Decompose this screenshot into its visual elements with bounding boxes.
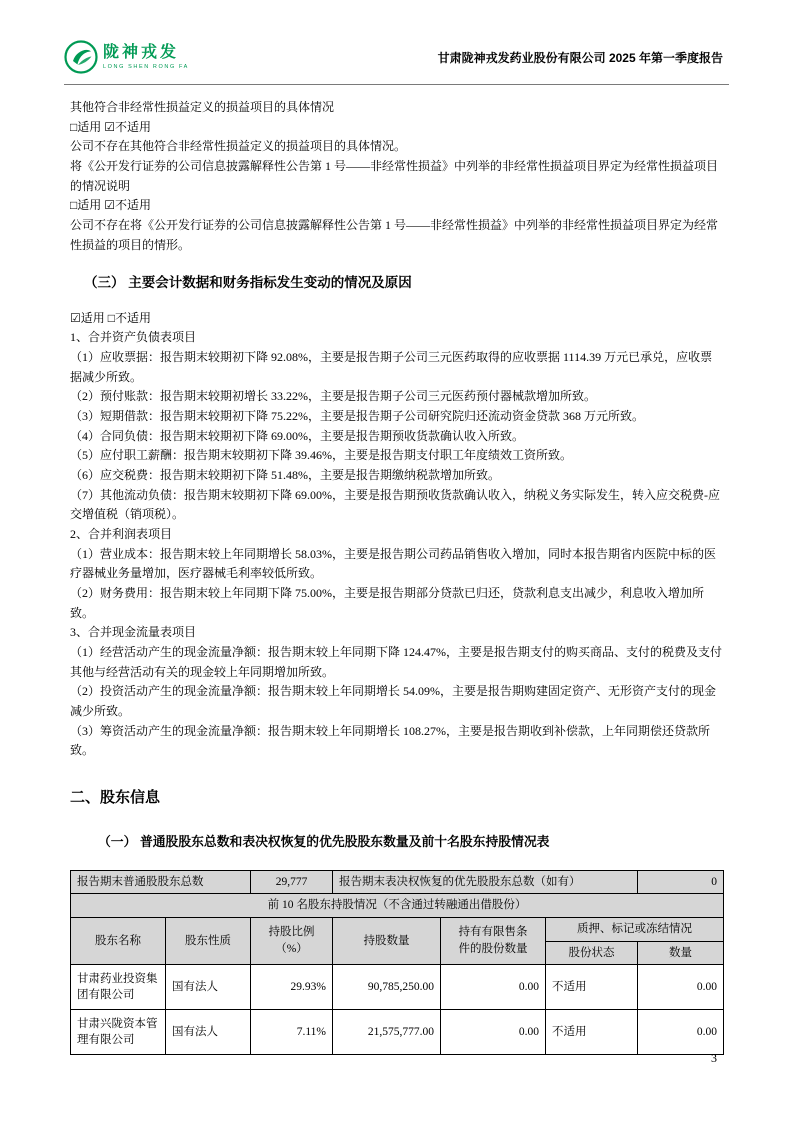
paragraph: （3）短期借款：报告期末较期初下降 75.22%，主要是报告期子公司研究院归还流动资金贷款 368 万元所致。 <box>70 408 644 423</box>
col-header-restricted <box>441 917 546 964</box>
common-shareholders-value: 29,777 <box>251 870 333 894</box>
cell-pledge-qty: 0.00 <box>638 965 724 1010</box>
paragraph: （1）经营活动产生的现金流量净额：报告期末较上年同期下降 124.47%，主要是报告期支付的购买商品、支付的税费及支付其他与经营活动有关的现金较上年同期增加所致。 <box>70 644 723 679</box>
preferred-shareholders-label: 报告期末表决权恢复的优先股股东总数（如有） <box>333 870 638 894</box>
paragraph: （6）应交税费：报告期末较期初下降 51.48%，主要是报告期缴纳税款增加所致。 <box>70 467 500 482</box>
paragraph: 3、合并现金流量表项目 <box>70 625 197 640</box>
col-header-ratio <box>251 917 333 964</box>
document-body <box>0 85 793 1055</box>
cell-shareholder-nature: 国有法人 <box>166 965 251 1010</box>
cell-shares: 21,575,777.00 <box>333 1010 441 1055</box>
cell-ratio: 29.93% <box>251 965 333 1010</box>
page-number: 3 <box>711 1051 717 1065</box>
logo-en-text: LONG SHEN RONG FA <box>103 63 189 70</box>
top10-title: 前 10 名股东持股情况（不含通过转融通出借股份） <box>71 894 724 918</box>
paragraph: （7）其他流动负债：报告期末较期初下降 69.00%，主要是报告期预收货款确认收入，纳税义务实际发生，转入应交税费-应交增值税（销项税）。 <box>70 487 720 522</box>
col-header-name: 股东名称 <box>71 917 166 964</box>
paragraph: 1、合并资产负债表项目 <box>70 330 197 345</box>
col-header-ratio-line2: （%） <box>275 943 308 956</box>
cell-pledge-status: 不适用 <box>546 965 638 1010</box>
cell-restricted: 0.00 <box>441 965 546 1010</box>
cell-pledge-status: 不适用 <box>546 1010 638 1055</box>
paragraph: 将《公开发行证券的公司信息披露解释性公告第 1 号——非经常性损益》中列举的非经常性损益项目界定为经常性损益项目的情况说明 <box>70 159 719 193</box>
paragraph: （3）筹资活动产生的现金流量净额：报告期末较上年同期增长 108.27%，主要是报告期收到补偿款，上年同期偿还贷款所致。 <box>70 723 711 758</box>
common-shareholders-label: 报告期末普通股股东总数 <box>71 870 251 894</box>
paragraph: 其他符合非经常性损益定义的损益项目的具体情况 <box>70 100 335 114</box>
logo-icon <box>64 40 98 74</box>
checkbox-line: □适用 ☑不适用 <box>70 119 152 134</box>
cell-shareholder-nature: 国有法人 <box>166 1010 251 1055</box>
cell-shareholder-name: 甘肃药业投资集团有限公司 <box>71 965 166 1010</box>
paragraph: 公司不存在将《公开发行证券的公司信息披露解释性公告第 1 号——非经常性损益》中列举的非经常性损益项目界定为经常性损益的项目的情形。 <box>70 218 719 252</box>
cell-shareholder-name: 甘肃兴陇资本管理有限公司 <box>71 1010 166 1055</box>
cell-restricted: 0.00 <box>441 1010 546 1055</box>
logo-cn-text: 陇神戎发 <box>103 44 180 62</box>
col-header-restricted-line1: 持有有限售条 <box>458 926 528 939</box>
paragraph: （2）预付账款：报告期末较期初增长 33.22%，主要是报告期子公司三元医药预付器械款增加所致。 <box>70 389 596 404</box>
paragraph: （1）营业成本：报告期末较上年同期增长 58.03%，主要是报告期公司药品销售收入增加，同时本报告期省内医院中标的医疗器械业务量增加，医疗器械毛利率较低所致。 <box>70 546 717 581</box>
company-logo <box>64 40 189 74</box>
section-heading-accounting-changes: （三） 主要会计数据和财务指标发生变动的情况及原因 <box>84 275 412 291</box>
paragraph: 公司不存在其他符合非经常性损益定义的损益项目的具体情况。 <box>70 139 407 154</box>
report-title: 甘肃陇神戎发药业股份有限公司 2025 年第一季度报告 <box>437 50 723 65</box>
col-header-shares: 持股数量 <box>333 917 441 964</box>
col-header-ratio-line1: 持股比例 <box>268 926 315 939</box>
cell-shares: 90,785,250.00 <box>333 965 441 1010</box>
checkbox-line: ☑适用 □不适用 <box>70 310 152 325</box>
preferred-shareholders-value: 0 <box>638 870 724 894</box>
paragraph: 2、合并利润表项目 <box>70 526 173 541</box>
cell-pledge-qty: 0.00 <box>638 1010 724 1055</box>
shareholders-table <box>70 870 724 1056</box>
col-header-nature: 股东性质 <box>166 917 251 964</box>
subsection-heading-top10-table: （一） 普通股股东总数和表决权恢复的优先股股东数量及前十名股东持股情况表 <box>98 833 550 849</box>
col-header-restricted-line2: 件的股份数量 <box>458 943 528 956</box>
col-header-pledge-group: 质押、标记或冻结情况 <box>546 917 724 941</box>
table-row <box>71 1010 724 1055</box>
paragraph: （5）应付职工薪酬：报告期末较期初下降 39.46%，主要是报告期支付职工年度绩效工资所致。 <box>70 448 572 463</box>
section-heading-shareholder-info: 二、股东信息 <box>70 788 161 806</box>
col-header-pledge-status: 股份状态 <box>546 941 638 965</box>
summary-row <box>71 870 724 894</box>
table-row <box>71 965 724 1010</box>
paragraph: （4）合同负债：报告期末较期初下降 69.00%，主要是报告期预收货款确认收入所致。 <box>70 428 524 443</box>
column-header-row <box>71 917 724 941</box>
cell-ratio: 7.11% <box>251 1010 333 1055</box>
page-header <box>0 0 793 84</box>
logo-text <box>103 44 189 70</box>
paragraph: （1）应收票据：报告期末较期初下降 92.08%，主要是报告期子公司三元医药取得的应收票据 1114.39 万元已承兑，应收票据减少所致。 <box>70 349 713 384</box>
col-header-pledge-qty: 数量 <box>638 941 724 965</box>
paragraph: （2）投资活动产生的现金流量净额：报告期末较上年同期增长 54.09%，主要是报告期购建固定资产、无形资产支付的现金减少所致。 <box>70 684 717 718</box>
paragraph: （2）财务费用：报告期末较上年同期下降 75.00%，主要是报告期部分贷款已归还，贷款利息支出减少，利息收入增加所致。 <box>70 585 705 620</box>
top10-title-row <box>71 894 724 918</box>
checkbox-line: □适用 ☑不适用 <box>70 198 152 213</box>
